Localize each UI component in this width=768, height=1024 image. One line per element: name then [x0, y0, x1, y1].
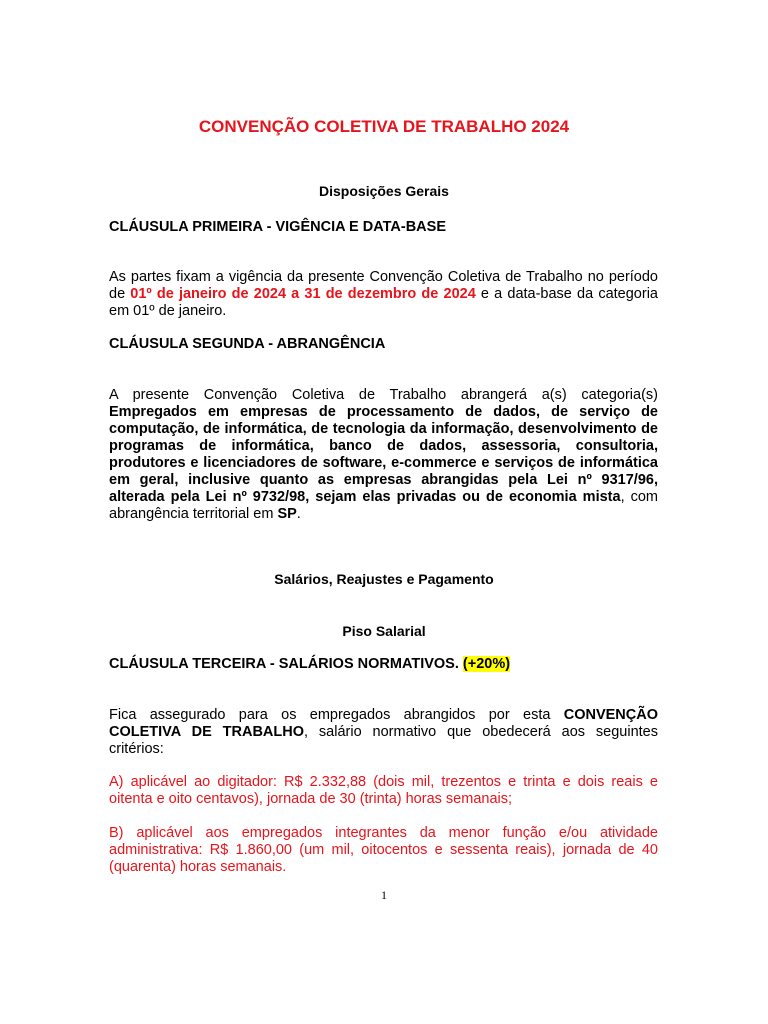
section-heading-general: Disposições Gerais [319, 183, 449, 199]
clause-3-heading-text: CLÁUSULA TERCEIRA - SALÁRIOS NORMATIVOS. [109, 656, 459, 672]
clause-3-intro-b: , salário normativo que obedecerá aos seguintes critérios: [109, 724, 658, 757]
document-title: CONVENÇÃO COLETIVA DE TRABALHO 2024 [198, 117, 570, 136]
clause-1-text [109, 269, 658, 320]
section-heading-floor: Piso Salarial [342, 623, 426, 639]
clause-1-text-a: As partes fixam a vigência da presente Convenção Coletiva de Trabalho no período de [109, 269, 658, 302]
section-heading-salaries: Salários, Reajustes e Pagamento [274, 571, 494, 587]
clause-2-heading: CLÁUSULA SEGUNDA - ABRANGÊNCIA [109, 336, 386, 352]
clause-2-text-c: . [296, 506, 301, 522]
clause-3-item-a: A) aplicável ao digitador: R$ 2.332,88 (dois mil, trezentos e trinta e dois reais e oitenta e oito centavos), jornada de 30 (trinta) horas semanais; [109, 774, 658, 807]
clause-2-categories: Empregados em empresas de processamento de dados, de serviço de computação, de informática, de tecnologia da informação, desenvolvimento de programas de informática, banco de dados, assessoria, consultoria, produtores e licenciadores de software, e-commerce e serviços de informática em geral, inclusive quanto as empresas abrangidas pela Lei nº 9317/96, alterada pela Lei nº 9732/98, sejam elas privadas ou de economia mista [109, 404, 658, 505]
clause-3-heading [109, 656, 661, 672]
clause-3-item-b: B) aplicável aos empregados integrantes da menor função e/ou atividade administrativa: R$ 1.860,00 (um mil, oitocentos e sessenta reais), jornada de 40 (quarenta) horas semanais. [109, 825, 658, 875]
clause-3-highlight: (+20%) [462, 656, 511, 672]
clause-3-intro-bold: CONVENÇÃO COLETIVA DE TRABALHO [109, 707, 658, 740]
clause-2-text-b: , com abrangência territorial em [109, 489, 659, 522]
clause-1-heading: CLÁUSULA PRIMEIRA - VIGÊNCIA E DATA-BASE [109, 219, 446, 235]
clause-2-text [109, 387, 658, 523]
validity-period: 01º de janeiro de 2024 a 31 de dezembro de 2024 [130, 286, 476, 302]
clause-2-text-a: A presente Convenção Coletiva de Trabalho abrangerá a(s) categoria(s) [109, 387, 658, 403]
clause-3-intro-a: Fica assegurado para os empregados abrangidos por esta [109, 707, 564, 723]
clause-3-intro [109, 707, 658, 758]
page-number: 1 [381, 888, 387, 902]
clause-1-text-b: e a data-base da categoria em 01º de janeiro. [109, 286, 658, 319]
clause-2-region: SP [277, 506, 297, 522]
